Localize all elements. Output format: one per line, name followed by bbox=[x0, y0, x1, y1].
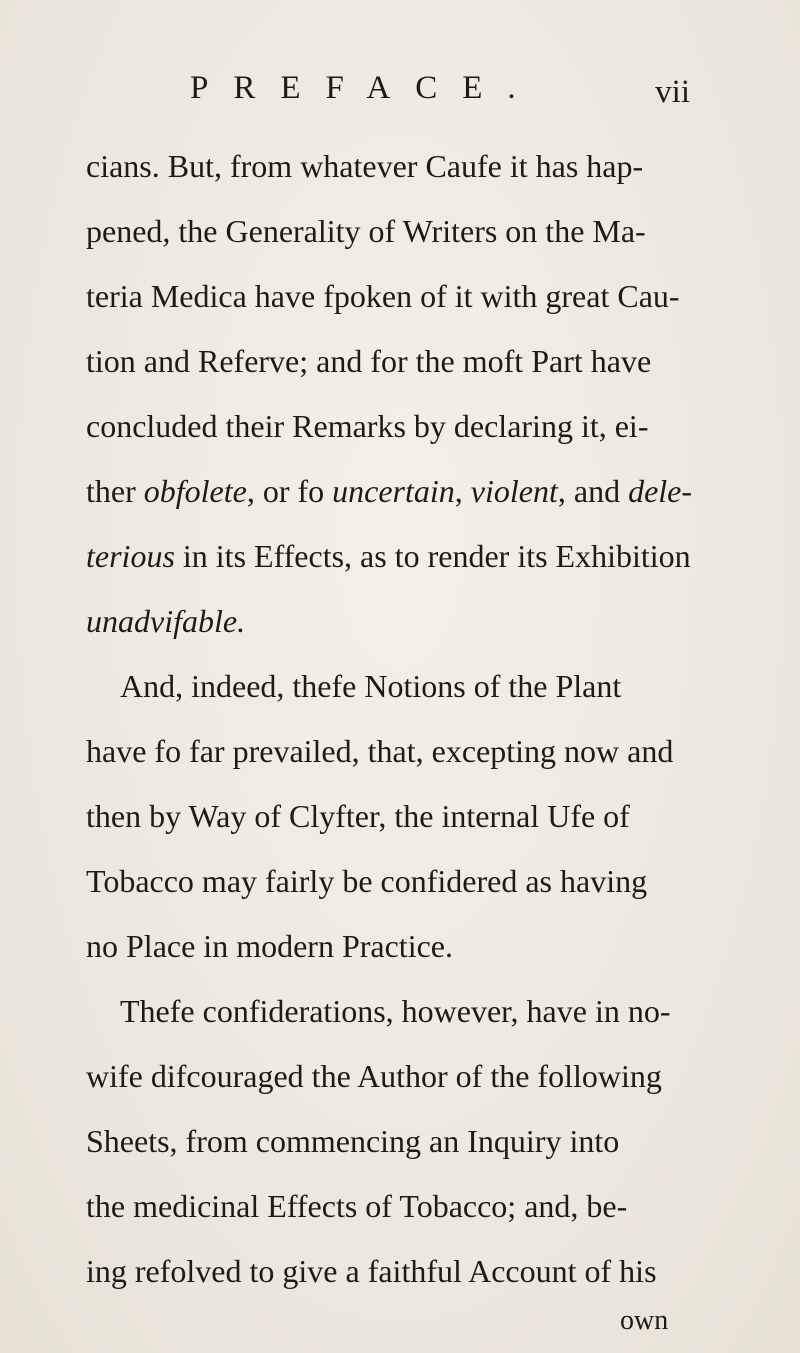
text-fragment: ther bbox=[86, 473, 144, 509]
text-line-18: ing refolved to give a faithful Account of his bbox=[86, 1253, 657, 1289]
text-line-4: tion and Referve; and for the moft Part have bbox=[86, 343, 652, 379]
text-line-2: pened, the Generality of Writers on the Ma- bbox=[86, 213, 646, 249]
running-title: PREFACE. bbox=[190, 70, 541, 106]
text-line-5: concluded their Remarks by declaring it, ei- bbox=[86, 408, 649, 444]
page-number: vii bbox=[655, 74, 690, 110]
text-line-1: cians. But, from whatever Caufe it has hap- bbox=[86, 148, 644, 184]
text-line-10: have fo far prevailed, that, excepting now and bbox=[86, 733, 674, 769]
italic-word-violent: violent bbox=[470, 473, 558, 509]
italic-word-obfolete: obfolete bbox=[143, 473, 247, 509]
text-line-9: And, indeed, thefe Notions of the Plant bbox=[120, 668, 622, 704]
text-line-6 bbox=[86, 471, 692, 511]
text-line-8 bbox=[86, 601, 245, 641]
text-line-12: Tobacco may fairly be confidered as having bbox=[86, 863, 648, 899]
text-line-11: then by Way of Clyfter, the internal Ufe of bbox=[86, 798, 630, 834]
text-fragment: , and bbox=[557, 473, 629, 509]
text-line-14: Thefe confiderations, however, have in no- bbox=[120, 993, 671, 1029]
text-fragment: in its Effects, as to render its Exhibition bbox=[174, 538, 691, 574]
text-line-7 bbox=[86, 536, 691, 576]
text-line-16: Sheets, from commencing an Inquiry into bbox=[86, 1123, 620, 1159]
italic-word-uncertain: uncertain bbox=[332, 473, 455, 509]
text-line-15: wife difcouraged the Author of the following bbox=[86, 1058, 662, 1094]
italic-word-terious: terious bbox=[86, 538, 175, 574]
text-fragment: , or fo bbox=[246, 473, 333, 509]
text-fragment: , bbox=[454, 473, 471, 509]
italic-word-dele: dele- bbox=[628, 473, 693, 509]
running-head bbox=[190, 70, 690, 120]
text-line-17: the medicinal Effects of Tobacco; and, be- bbox=[86, 1188, 628, 1224]
italic-word-unadvifable: unadvifable. bbox=[86, 603, 246, 639]
text-line-3: teria Medica have fpoken of it with great Cau- bbox=[86, 278, 680, 314]
text-line-13: no Place in modern Practice. bbox=[86, 928, 453, 964]
catchword: own bbox=[620, 1305, 669, 1336]
